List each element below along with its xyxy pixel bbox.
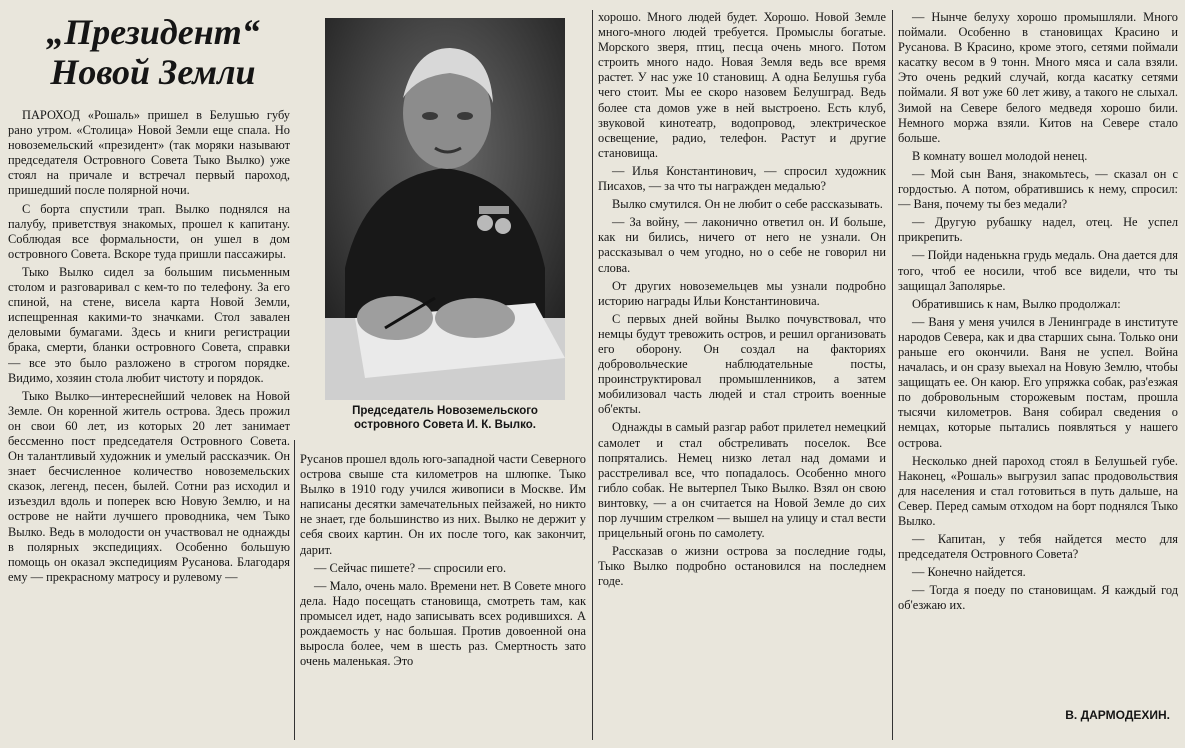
title-line-1: „Президент“ — [46, 12, 260, 52]
paragraph: С борта спустили трап. Вылко поднялся на палубу, приветствуя знакомых, прошел к капитану. Соблюдая все формальности, он ушел в дом островного Совета. Вскоре туда пришли пассажиры. — [8, 201, 290, 261]
paragraph: С первых дней войны Вылко почувствовал, что немцы будут тревожить остров, и решил организовать его оборону. Он создал на факториях добровольческие наблюдательные посты, проинструктировал промышленников, а затем мобилизовал часть людей и стал строить военные об'екты. — [598, 311, 886, 417]
paragraph: — Сейчас пишете? — спросили его. — [314, 560, 507, 575]
photo-caption: Председатель Новоземельского островного Совета И. К. Вылко. — [352, 405, 538, 431]
paragraph: В комнату вошел молодой ненец. — [912, 148, 1088, 163]
paragraph: — За войну, — лаконично ответил он. И больше, как ни бились, ничего от него не узнали. Он рассказывал о чем угодно, но о себе не говорил ни слова. — [598, 215, 886, 275]
column-divider — [892, 10, 893, 740]
paragraph: Вылко смутился. Он не любит о себе рассказывать. — [612, 197, 883, 212]
paragraph: ПАРОХОД «Рошаль» пришел в Белушью губу рано утром. «Столица» Новой Земли еще спала. Но новоземельский «президент» (так моряки называют председателя Островного Совета Тыко Вылко) уже стоял на причале и встречал первый пароход, пришедший после полярной ночи. — [8, 108, 290, 198]
paragraph: Несколько дней пароход стоял в Белушьей губе. Наконец, «Рошаль» выгрузил запас продовольствия для населения и стал готовиться в путь дальше, на Север. Перед самым отходом на борт поднялся Тыко Вылко. — [898, 453, 1178, 528]
paragraph: — Другую рубашку надел, отец. Не успел прикрепить. — [898, 215, 1178, 245]
paragraph: — Илья Константинович, — спросил художник Писахов, — за что ты награжден медалью? — [598, 163, 886, 194]
column-4 — [898, 10, 1178, 706]
portrait-photo — [325, 18, 565, 400]
paragraph: — Пойди наденькна грудь медаль. Она дается для того, чтоб ее носили, чтоб все видели, что ты защищал Заполярье. — [898, 248, 1178, 293]
column-divider — [294, 440, 295, 740]
paragraph: Тыко Вылко сидел за большим письменным столом и разговаривал с кем-то по телефону. За его спиной, на стене, висела карта Новой Земли, испещренная какими-то значками. Стол завален деловыми бумагами. Здесь и книги регистрации брака, смерти, бланки островного Совета, справки — все это было разложено в строгом порядке. Видимо, хозяин стола любит чистоту и порядок. — [8, 264, 290, 385]
paragraph: Обратившись к нам, Вылко продолжал: — [912, 296, 1121, 311]
column-divider — [592, 10, 593, 740]
paragraph: — Капитан, у тебя найдется место для председателя Островного Совета? — [898, 532, 1178, 562]
paragraph: Русанов прошел вдоль юго-западной части Северного острова свыше ста километров на шлюпке. Тыко Вылко в 1910 году учился живописи в Москве. Им написаны десятки замечательных пейзажей, но никто не знает, где большинство из них. Вылко не держит у себя своих картин. Он их после того, как закончит, дарит. — [300, 452, 586, 557]
column-2 — [300, 452, 586, 742]
column-3 — [598, 10, 886, 742]
paragraph: — Нынче белуху хорошо промышляли. Много поймали. Особенно в становищах Красино и Русанова. В Красино, кроме этого, сетями поймали касатку весом в 9 тонн. Много мяса и сала взяли. Это очень редкий случай, когда касатку сетями поймали. Я вот уже 60 лет живу, а такого не слыхал. Зимой на Севере белого медведя хорошо били. Немного моржа взяли. Китов на Севере стало больше. — [898, 10, 1178, 145]
paragraph: — Конечно найдется. — [912, 565, 1026, 580]
column-1 — [8, 108, 290, 740]
portrait-illustration — [325, 18, 565, 400]
paragraph: Однажды в самый разгар работ прилетел немецкий самолет и стал обстреливать поселок. Все попрятались. Немец низко летал над домами и расстреливал все, что попадалось. Особенно много гибло собак. Не вытерпел Тыко Вылко. Взял он свою винтовку, — а он считается на Новой Земле до сих пор лучшим стрелком — вышел на улицу и стал вести прицельный огонь по самолету. — [598, 420, 886, 541]
paragraph: От других новоземельцев мы узнали подробно историю награды Ильи Константиновича. — [598, 278, 886, 308]
paragraph: Рассказав о жизни острова за последние годы, Тыко Вылко подробно остановился на последнем годе. — [598, 544, 886, 589]
paragraph: — Мой сын Ваня, знакомьтесь, — сказал он с гордостью. А потом, обратившись к нему, спросил: — Ваня, почему ты без медали? — [898, 166, 1178, 212]
article-title — [18, 12, 288, 92]
paragraph: хорошо. Много людей будет. Хорошо. Новой Земле много-много людей требуется. Промыслы богатые. Морского зверя, птиц, песца очень много. Потом строить много надо. Новая Земля ведь все время растет. У нас уже 10 становищ. А одна Белушья губа чего стоит. Мы ее скоро назовем Белушград. Ведь более ста домов уже в ней выстроено. Есть клуб, звуковой кинотеатр, водопровод, электрическое освещение, радио, телефон. Растут и другие становища. — [598, 10, 886, 160]
paragraph: Тыко Вылко—интереснейший человек на Новой Земле. Он коренной житель острова. Здесь прожил он свои 60 лет, из которых 20 лет занимает бессменно пост председателя Островного Совета. Он талантливый художник и умелый рассказчик. Он знает бесчисленное количество новоземельских сказок, легенд, песен, былей. Сотни раз исходил и изъездил вдоль и поперек всю Новую Землю, и на острове не найти лучшего проводника, чем Тыко Вылко. Ведь в молодости он участвовал не однажды в полярных экспедициях. Особенно большую помощь он оказал экспедициям Русанова. Благодаря ему — прекрасному матросу и рулевому — — [8, 388, 290, 584]
title-line-2: Новой Земли — [50, 52, 256, 92]
paragraph: — Тогда я поеду по становищам. Я каждый год об'езжаю их. — [898, 583, 1178, 613]
author-signature: В. ДАРМОДЕХИН. — [1065, 708, 1170, 722]
paragraph: — Ваня у меня учился в Ленинграде в институте народов Севера, как и два старших сына. Только они раньше его окончили. Ваня не успел. Война началась, и он сразу выехал на Новую Землю, чтобы защищать ее. Он каюр. Его упряжка собак, раз'езжая по добровольным сторожевым постам, прошла тысячи километров. Ваня собирал сведения о немцах, которые пытались появляться у нашего острова. — [898, 314, 1178, 450]
paragraph: — Мало, очень мало. Времени нет. В Совете много дела. Надо посещать становища, смотреть там, как промысел идет, надо записывать всех родившихся. А рождаемость у нас большая. Против довоенной она выросла более, чем в шесть раз. Смертность зато очень маленькая. Это — [300, 578, 586, 669]
